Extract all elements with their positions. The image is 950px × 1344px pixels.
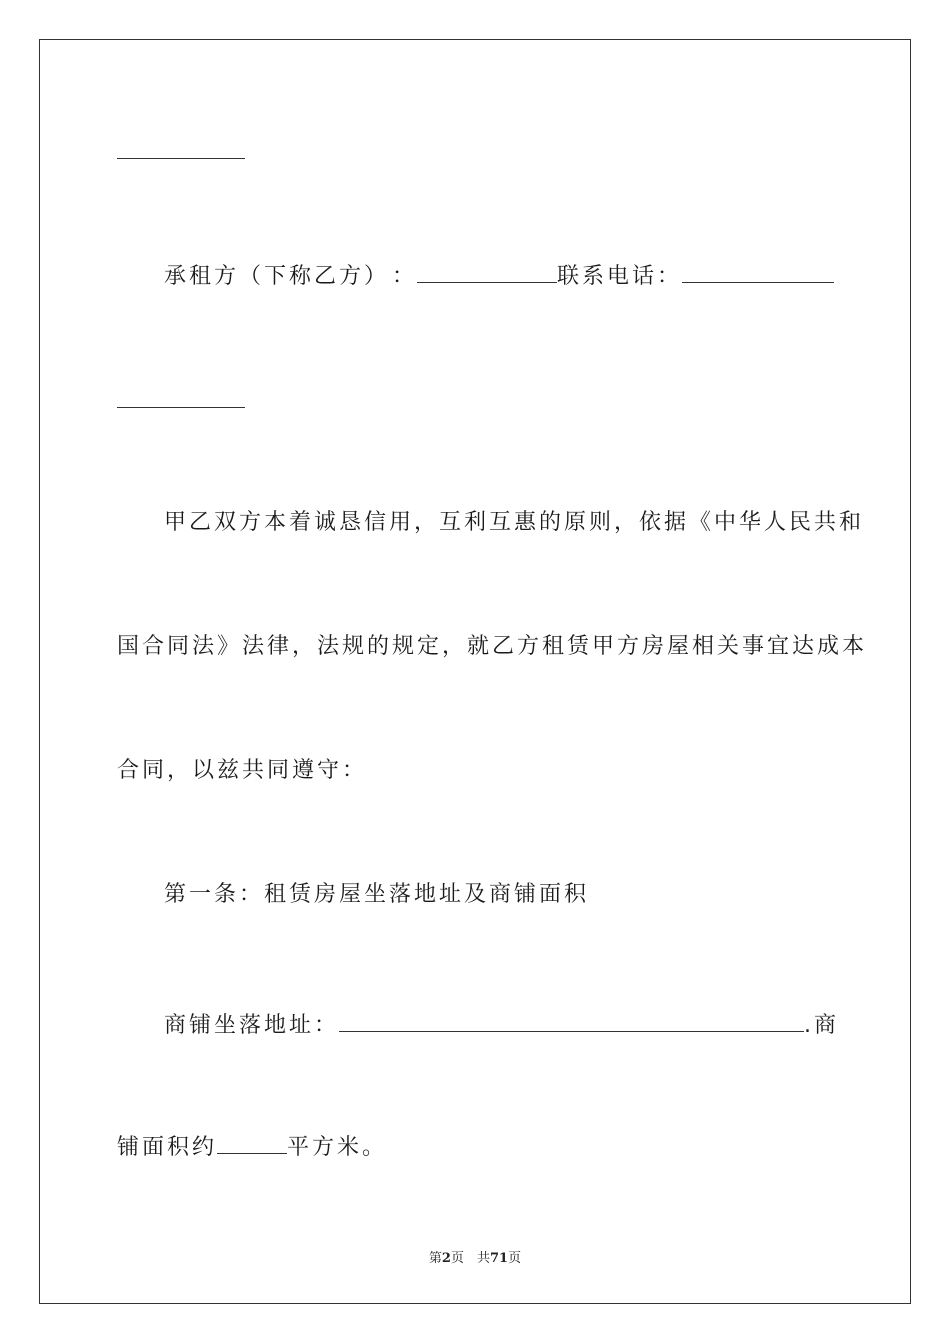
- article-1-heading: 第一条：租赁房屋坐落地址及商铺面积: [164, 882, 590, 907]
- phone-blank: [682, 260, 834, 283]
- address-label: 商铺坐落地址：: [164, 1013, 340, 1038]
- paragraph-line-2: 国合同法》法律，法规的规定，就乙方租赁甲方房屋相关事宜达成本: [117, 634, 868, 659]
- footer-page-suffix: 页: [508, 1251, 522, 1266]
- footer-total-pages: 71: [489, 1251, 509, 1266]
- area-prefix: 铺面积约: [117, 1135, 218, 1160]
- page-frame: [39, 39, 911, 1304]
- address-tail: .商: [804, 1013, 840, 1038]
- tenant-label: 承租方（下称乙方）: [164, 264, 379, 289]
- footer-page-number: 2: [441, 1251, 451, 1266]
- tenant-colon: ：: [392, 264, 418, 289]
- blank-line-top: [117, 158, 245, 159]
- blank-line-second: [117, 407, 245, 408]
- address-blank: [339, 1009, 804, 1032]
- paragraph-line-1: 甲乙双方本着诚恳信用，互利互惠的原则，依据《中华人民共和: [164, 510, 865, 535]
- phone-label: 联系电话：: [557, 264, 683, 289]
- tenant-name-blank: [417, 260, 557, 283]
- address-line: [164, 1009, 839, 1041]
- area-blank: [217, 1131, 287, 1154]
- paragraph-line-3: 合同，以兹共同遵守：: [117, 758, 368, 783]
- footer-page-mid: 页 共: [450, 1251, 490, 1266]
- area-suffix: 平方米。: [287, 1135, 388, 1160]
- tenant-line: [164, 260, 834, 292]
- footer-page-prefix: 第: [428, 1251, 442, 1266]
- page-footer: [0, 1247, 950, 1266]
- area-line: [117, 1131, 387, 1163]
